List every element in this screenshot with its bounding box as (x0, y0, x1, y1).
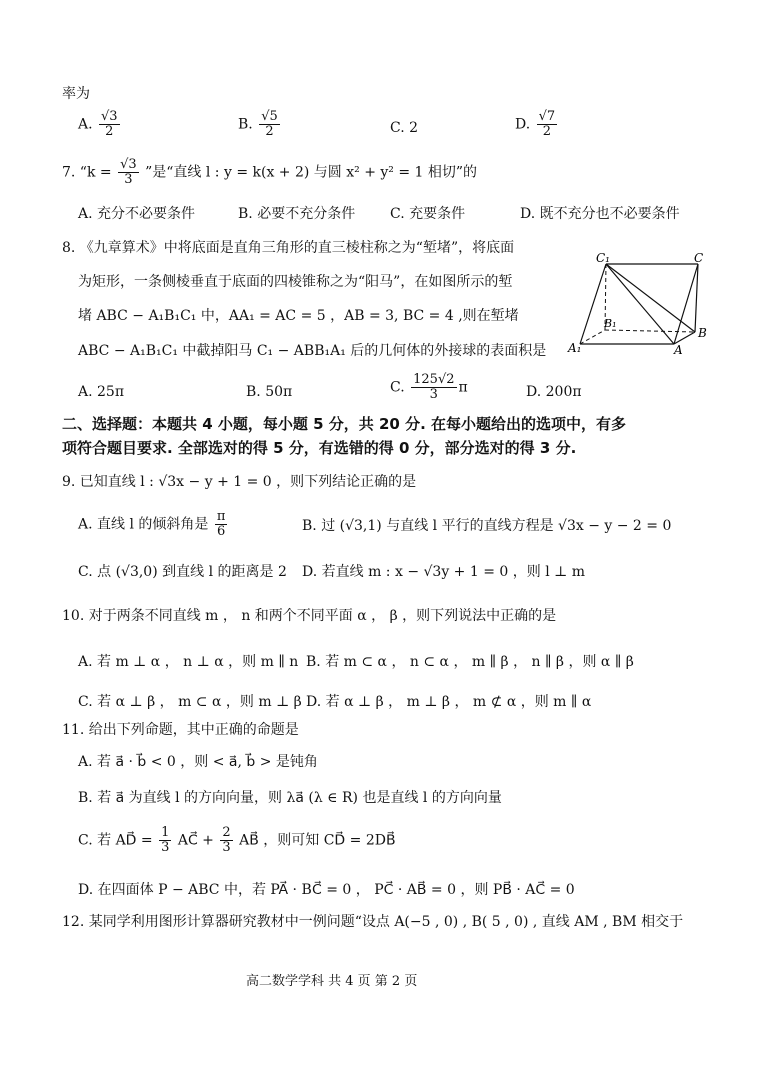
label-b1: B₁ (604, 317, 617, 330)
q9-option-d: D. 若直线 m : x − √3y + 1 = 0 ，则 l ⊥ m (302, 564, 586, 580)
q9-option-a-fraction: $\frac{\pi}{6}$ (216, 509, 226, 539)
section-2-heading-line-1: 二、选择题：本题共 4 小题，每小题 5 分，共 20 分. 在每小题给出的选项中，有多 (62, 415, 627, 433)
section-2-heading-line-2: 项符合题目要求. 全部选对的得 5 分，有选错的得 0 分，部分选对的得 3 分. (62, 439, 577, 457)
q11-option-a: A. 若 a⃗ · b⃗ < 0 ，则 < a⃗, b⃗ > 是钝角 (78, 754, 318, 770)
q11-option-c-fraction-1: $\frac{1}{3}$ (161, 825, 170, 855)
q11-option-b: B. 若 a⃗ 为直线 l 的方向向量，则 λa⃗ (λ ∈ R) 也是直线 l 的方向向量 (78, 790, 502, 806)
q9-option-a: A. 直线 l 的倾斜角是 $\frac{\pi}{6}$ (78, 509, 226, 539)
q8-line-4: ABC − A₁B₁C₁ 中截掉阳马 C₁ − ABB₁A₁ 后的几何体的外接球的表面积是 (78, 343, 547, 359)
q11-option-d: D. 在四面体 P − ABC 中，若 PA⃗ · BC⃗ = 0 ， PC⃗ · AB⃗ = 0 ，则 PB⃗ · AC⃗ = 0 (78, 882, 575, 898)
q8-prism-figure (560, 248, 720, 360)
q8-line-1: 8. 《九章算术》中将底面是直角三角形的直三棱柱称之为“堑堵”，将底面 (62, 240, 515, 256)
q10-option-b: B. 若 m ⊂ α ， n ⊂ α ， m ∥ β ， n ∥ β ，则 α ∥ β (306, 654, 634, 670)
q11-option-c: C. 若 AD⃗ = $\frac{1}{3}$ AC⃗ + $\frac{2}{3}$ AB⃗ ，则可知 CD⃗ = 2DB⃗ (78, 825, 396, 855)
q6-option-c: C. 2 (390, 120, 419, 136)
q6-option-b-fraction: $\frac{√5}{2}$ (261, 109, 278, 139)
q8-line-2: 为矩形，一条侧棱垂直于底面的四棱锥称之为“阳马”，在如图所示的堑 (78, 274, 513, 290)
q7-stem: 7. “k = $\frac{√3}{3}$ ”是“直线 l : y = k(x + 2) 与圆 x² + y² = 1 相切”的 (62, 157, 478, 187)
q7-option-c: C. 充要条件 (390, 206, 466, 222)
label-a1: A₁ (568, 341, 582, 355)
q6-tail: 率为 (62, 86, 90, 102)
q6-option-d-fraction: $\frac{√7}{2}$ (538, 109, 556, 139)
q10-option-d: D. 若 α ⊥ β ， m ⊥ β ， m ⊄ α ，则 m ∥ α (306, 694, 592, 710)
q7-option-b: B. 必要不充分条件 (238, 206, 356, 222)
q9-stem: 9. 已知直线 l : √3x − y + 1 = 0 ，则下列结论正确的是 (62, 474, 417, 490)
q11-stem: 11. 给出下列命题，其中正确的命题是 (62, 722, 299, 738)
q6-option-a: A. $\frac{√3}{2}$ (78, 109, 118, 139)
q10-option-a: A. 若 m ⊥ α ， n ⊥ α ，则 m ∥ n (78, 654, 299, 670)
q12-stem: 12. 某同学利用图形计算器研究教材中一例问题“设点 A(−5 , 0) , B( 5 , 0) , 直线 AM , BM 相交于 (62, 914, 684, 930)
q6-option-b: B. $\frac{√5}{2}$ (238, 109, 278, 139)
q7-option-d: D. 既不充分也不必要条件 (520, 206, 680, 222)
q8-option-c: C. $\frac{125√2}{3}$ π (390, 372, 468, 402)
q7-fraction: $\frac{√3}{3}$ (120, 157, 137, 187)
q8-option-a: A. 25π (78, 384, 125, 400)
q9-option-b: B. 过 (√3,1) 与直线 l 平行的直线方程是 √3x − y − 2 = 0 (302, 518, 672, 534)
q8-line-3: 堵 ABC − A₁B₁C₁ 中，AA₁ = AC = 5 ，AB = 3, BC = 4 ,则在堑堵 (78, 308, 519, 324)
q9-option-c: C. 点 (√3,0) 到直线 l 的距离是 2 (78, 564, 287, 580)
label-a: A (674, 343, 683, 357)
page-footer: 高二数学学科 共 4 页 第 2 页 (246, 974, 418, 989)
q6-option-a-fraction: $\frac{√3}{2}$ (101, 109, 118, 139)
q6-option-d: D. $\frac{√7}{2}$ (515, 109, 556, 139)
q10-stem: 10. 对于两条不同直线 m ， n 和两个不同平面 α ， β ，则下列说法中正确的是 (62, 608, 557, 624)
q11-option-c-fraction-2: $\frac{2}{3}$ (222, 825, 231, 855)
q8-option-b: B. 50π (246, 384, 293, 400)
label-b: B (698, 326, 707, 340)
q7-option-a: A. 充分不必要条件 (78, 206, 196, 222)
q8-option-c-fraction: $\frac{125√2}{3}$ (413, 372, 455, 402)
q8-option-d: D. 200π (526, 384, 582, 400)
label-c1: C₁ (596, 251, 610, 265)
q10-option-c: C. 若 α ⊥ β ， m ⊂ α ，则 m ⊥ β (78, 694, 302, 710)
label-c: C (694, 251, 704, 265)
